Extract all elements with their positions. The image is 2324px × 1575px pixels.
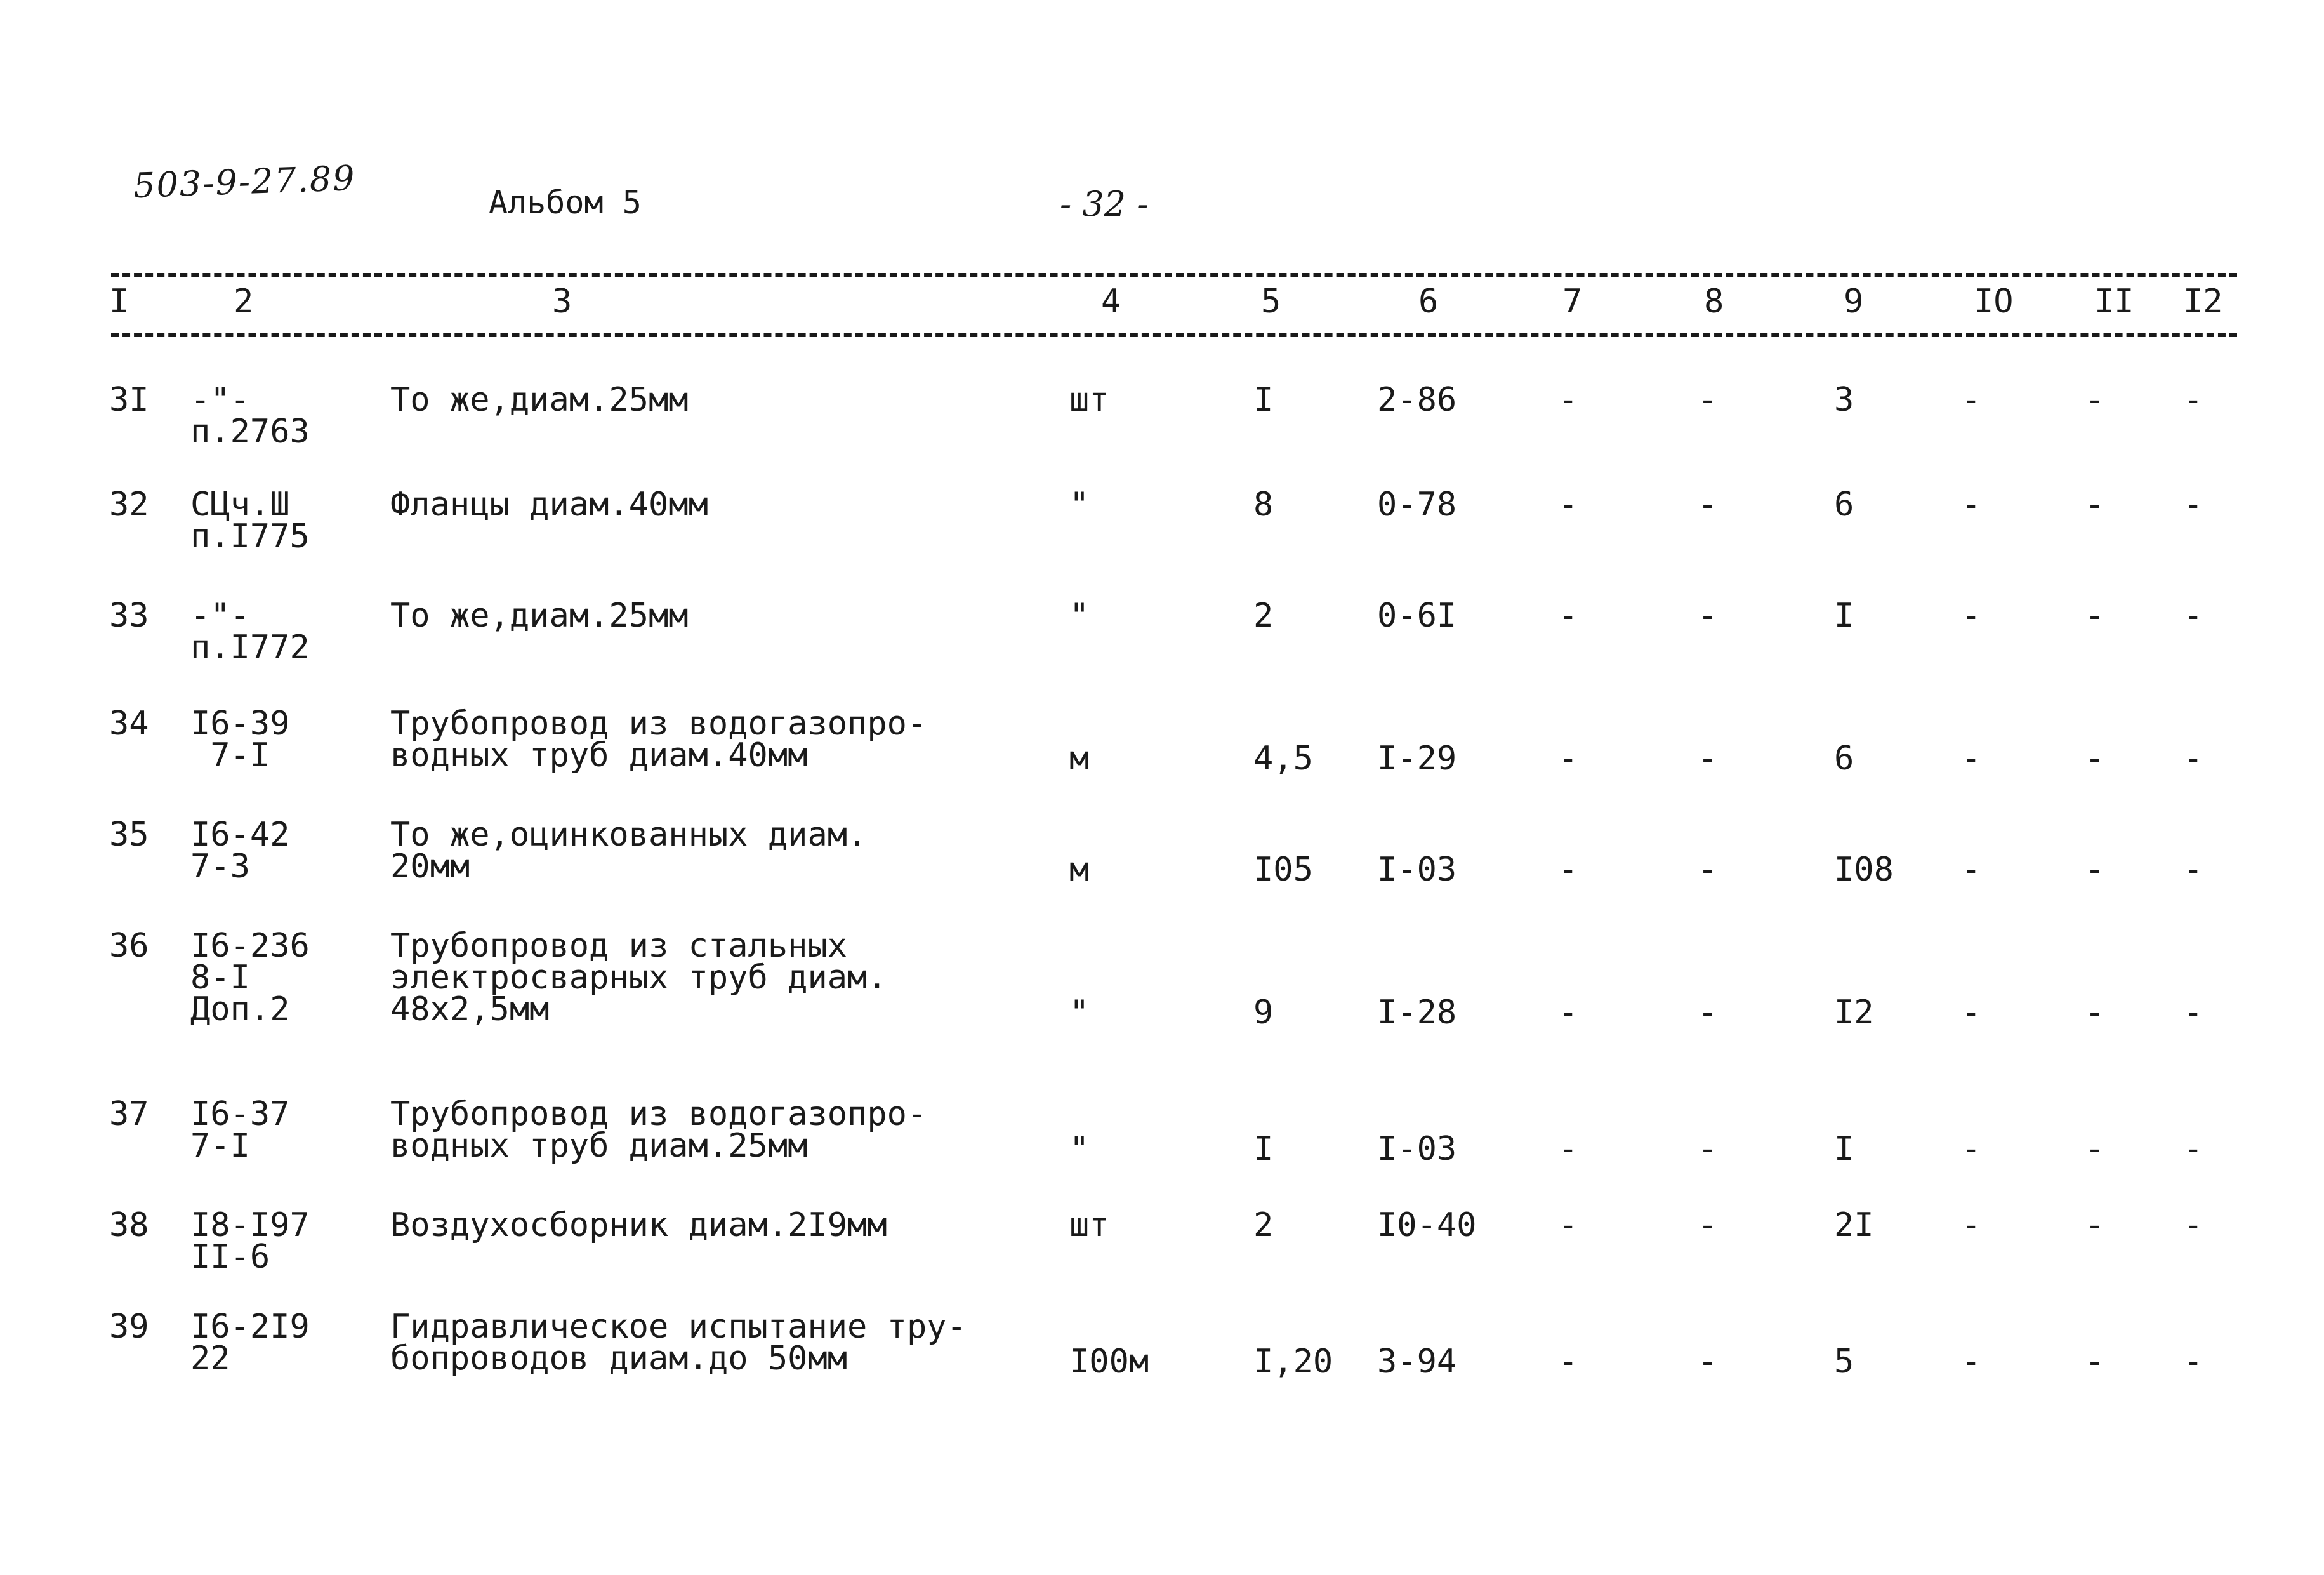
col11-cell: - xyxy=(2085,1206,2105,1244)
price-cell: I0-40 xyxy=(1377,1206,1477,1244)
col11-cell: - xyxy=(2085,740,2105,778)
col9-cell: 2I xyxy=(1834,1206,1874,1244)
reference-line: 8-I xyxy=(190,959,250,997)
col9-cell: I xyxy=(1834,1130,1854,1168)
col8-cell: - xyxy=(1698,740,1718,778)
col8-cell: - xyxy=(1698,851,1718,889)
description-cell xyxy=(390,705,927,774)
row-number: 35 xyxy=(109,816,149,854)
description-line: 48х2,5мм xyxy=(390,990,550,1028)
unit-cell: " xyxy=(1069,994,1090,1032)
reference-line: п.I772 xyxy=(190,628,310,667)
col7-cell: - xyxy=(1558,486,1578,524)
unit-cell: шт xyxy=(1069,1206,1109,1244)
col8-cell: - xyxy=(1698,1130,1718,1168)
reference-cell xyxy=(190,1095,290,1165)
reference-line: I6-39 xyxy=(190,705,290,743)
row-number: 37 xyxy=(109,1095,149,1133)
reference-line: I6-236 xyxy=(190,927,310,965)
reference-cell xyxy=(190,486,310,555)
reference-cell xyxy=(190,816,290,886)
col11-cell: - xyxy=(2085,381,2105,419)
document-code: 503-9-27.89 xyxy=(133,157,357,206)
column-header-10: IO xyxy=(1974,282,2014,321)
quantity-cell: 9 xyxy=(1253,994,1274,1032)
col12-cell: - xyxy=(2183,1206,2203,1244)
col10-cell: - xyxy=(1961,1343,1981,1381)
quantity-cell: I,20 xyxy=(1253,1343,1333,1381)
reference-line: 22 xyxy=(190,1339,230,1378)
col10-cell: - xyxy=(1961,851,1981,889)
col9-cell: 6 xyxy=(1834,740,1854,778)
col12-cell: - xyxy=(2183,1343,2203,1381)
row-number: 33 xyxy=(109,597,149,635)
page-number: - 32 - xyxy=(1060,184,1149,224)
col8-cell: - xyxy=(1698,1343,1718,1381)
reference-line: I6-2I9 xyxy=(190,1308,310,1346)
column-header-9: 9 xyxy=(1844,282,1864,321)
quantity-cell: 8 xyxy=(1253,486,1274,524)
col12-cell: - xyxy=(2183,486,2203,524)
reference-cell xyxy=(190,597,310,667)
column-header-11: II xyxy=(2094,282,2134,321)
description-cell xyxy=(390,381,689,419)
description-cell xyxy=(390,597,689,635)
description-line: 20мм xyxy=(390,847,470,886)
price-cell: 0-78 xyxy=(1377,486,1457,524)
column-header-6: 6 xyxy=(1418,282,1439,321)
col7-cell: - xyxy=(1558,597,1578,635)
reference-cell xyxy=(190,705,290,774)
col12-cell: - xyxy=(2183,740,2203,778)
price-cell: 2-86 xyxy=(1377,381,1457,419)
col11-cell: - xyxy=(2085,597,2105,635)
unit-cell: шт xyxy=(1069,381,1109,419)
unit-cell: м xyxy=(1069,851,1090,889)
col9-cell: I08 xyxy=(1834,851,1894,889)
col8-cell: - xyxy=(1698,381,1718,419)
col12-cell: - xyxy=(2183,1130,2203,1168)
reference-cell xyxy=(190,1308,310,1378)
description-cell xyxy=(390,816,868,886)
description-line: водных труб диам.25мм xyxy=(390,1127,808,1165)
column-header-1: I xyxy=(109,282,129,321)
row-number: 36 xyxy=(109,927,149,965)
quantity-cell: 2 xyxy=(1253,1206,1274,1244)
col11-cell: - xyxy=(2085,851,2105,889)
row-number: 32 xyxy=(109,486,149,524)
col10-cell: - xyxy=(1961,1130,1981,1168)
description-line: Трубопровод из водогазопро- xyxy=(390,705,927,743)
col7-cell: - xyxy=(1558,1130,1578,1168)
col11-cell: - xyxy=(2085,994,2105,1032)
col7-cell: - xyxy=(1558,1206,1578,1244)
unit-cell: " xyxy=(1069,1130,1090,1168)
column-header-8: 8 xyxy=(1704,282,1724,321)
col12-cell: - xyxy=(2183,851,2203,889)
row-number: 38 xyxy=(109,1206,149,1244)
col7-cell: - xyxy=(1558,740,1578,778)
reference-line: п.I775 xyxy=(190,517,310,555)
col7-cell: - xyxy=(1558,851,1578,889)
reference-line: 7-3 xyxy=(190,847,250,886)
reference-line: Доп.2 xyxy=(190,990,290,1028)
unit-cell: " xyxy=(1069,597,1090,635)
col7-cell: - xyxy=(1558,1343,1578,1381)
header-bottom-rule xyxy=(111,333,2237,337)
col12-cell: - xyxy=(2183,597,2203,635)
description-line: электросварных труб диам. xyxy=(390,959,887,997)
description-cell xyxy=(390,927,887,1028)
row-number: 3I xyxy=(109,381,149,419)
col11-cell: - xyxy=(2085,1130,2105,1168)
description-cell xyxy=(390,486,708,524)
description-line: То же,диам.25мм xyxy=(390,597,689,635)
column-header-5: 5 xyxy=(1261,282,1281,321)
reference-line: 7-I xyxy=(190,1127,250,1165)
col8-cell: - xyxy=(1698,486,1718,524)
description-line: Гидравлическое испытание тру- xyxy=(390,1308,967,1346)
unit-cell: " xyxy=(1069,486,1090,524)
col8-cell: - xyxy=(1698,1206,1718,1244)
reference-line: п.2763 xyxy=(190,413,310,451)
description-line: То же,диам.25мм xyxy=(390,381,689,419)
description-line: То же,оцинкованных диам. xyxy=(390,816,868,854)
description-cell xyxy=(390,1095,927,1165)
price-cell: I-28 xyxy=(1377,994,1457,1032)
price-cell: I-03 xyxy=(1377,851,1457,889)
reference-cell xyxy=(190,927,310,1028)
price-cell: I-29 xyxy=(1377,740,1457,778)
header-top-rule xyxy=(111,273,2237,277)
row-number: 39 xyxy=(109,1308,149,1346)
description-line: Трубопровод из стальных xyxy=(390,927,848,965)
description-line: Трубопровод из водогазопро- xyxy=(390,1095,927,1133)
unit-cell: I00м xyxy=(1069,1343,1149,1381)
reference-line: I8-I97 xyxy=(190,1206,310,1244)
quantity-cell: 4,5 xyxy=(1253,740,1313,778)
quantity-cell: I xyxy=(1253,381,1274,419)
description-line: водных труб диам.40мм xyxy=(390,736,808,774)
reference-line: -"- xyxy=(190,381,250,419)
reference-line: I6-42 xyxy=(190,816,290,854)
description-cell xyxy=(390,1308,967,1378)
reference-line: -"- xyxy=(190,597,250,635)
quantity-cell: 2 xyxy=(1253,597,1274,635)
price-cell: I-03 xyxy=(1377,1130,1457,1168)
reference-line: I6-37 xyxy=(190,1095,290,1133)
description-line: Фланцы диам.40мм xyxy=(390,486,708,524)
reference-line: 7-I xyxy=(190,736,270,774)
col9-cell: I xyxy=(1834,597,1854,635)
col8-cell: - xyxy=(1698,994,1718,1032)
description-line: бопроводов диам.до 50мм xyxy=(390,1339,848,1378)
description-line: Воздухосборник диам.2I9мм xyxy=(390,1206,887,1244)
col9-cell: 6 xyxy=(1834,486,1854,524)
col7-cell: - xyxy=(1558,381,1578,419)
col7-cell: - xyxy=(1558,994,1578,1032)
col10-cell: - xyxy=(1961,597,1981,635)
col10-cell: - xyxy=(1961,486,1981,524)
description-cell xyxy=(390,1206,887,1244)
reference-line: II-6 xyxy=(190,1238,270,1276)
col8-cell: - xyxy=(1698,597,1718,635)
price-cell: 0-6I xyxy=(1377,597,1457,635)
column-header-3: 3 xyxy=(552,282,572,321)
col12-cell: - xyxy=(2183,994,2203,1032)
quantity-cell: I05 xyxy=(1253,851,1313,889)
col11-cell: - xyxy=(2085,486,2105,524)
quantity-cell: I xyxy=(1253,1130,1274,1168)
column-header-7: 7 xyxy=(1562,282,1583,321)
unit-cell: м xyxy=(1069,740,1090,778)
reference-cell xyxy=(190,1206,310,1276)
column-header-12: I2 xyxy=(2183,282,2223,321)
row-number: 34 xyxy=(109,705,149,743)
col9-cell: 5 xyxy=(1834,1343,1854,1381)
column-header-2: 2 xyxy=(234,282,254,321)
reference-line: СЦч.Ш xyxy=(190,486,290,524)
reference-cell xyxy=(190,381,310,451)
price-cell: 3-94 xyxy=(1377,1343,1457,1381)
col9-cell: 3 xyxy=(1834,381,1854,419)
col10-cell: - xyxy=(1961,1206,1981,1244)
col11-cell: - xyxy=(2085,1343,2105,1381)
col10-cell: - xyxy=(1961,740,1981,778)
album-label: Альбом 5 xyxy=(489,184,642,221)
col10-cell: - xyxy=(1961,994,1981,1032)
column-header-4: 4 xyxy=(1101,282,1121,321)
col9-cell: I2 xyxy=(1834,994,1874,1032)
col12-cell: - xyxy=(2183,381,2203,419)
col10-cell: - xyxy=(1961,381,1981,419)
